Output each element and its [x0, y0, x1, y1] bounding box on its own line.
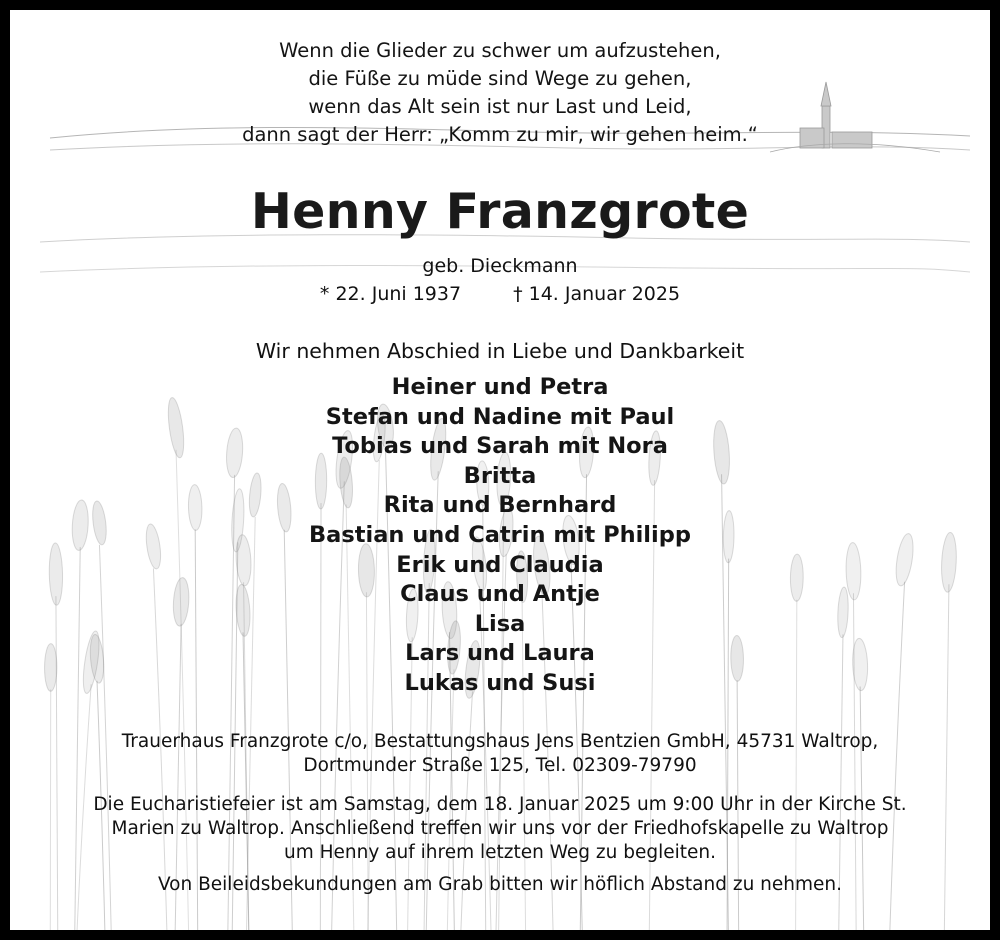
poem-line: die Füße zu müde sind Wege zu gehen, — [308, 67, 692, 90]
service-line: Marien zu Waltrop. Anschließend treffen wir uns vor der Friedhofskapelle zu Waltrop — [111, 818, 889, 839]
poem-line: dann sagt der Herr: „Komm zu mir, wir gehen heim.“ — [242, 123, 758, 146]
mourner-entry: Stefan und Nadine mit Paul — [325, 403, 675, 430]
poem — [10, 37, 990, 149]
condolence-note: Von Beileidsbekundungen am Grab bitten wir höflich Abstand zu nehmen. — [157, 874, 843, 895]
address-line: Trauerhaus Franzgrote c/o, Bestattungshaus Jens Bentzien GmbH, 45731 Waltrop, — [121, 731, 879, 752]
farewell-line: Wir nehmen Abschied in Liebe und Dankbarkeit — [255, 339, 745, 363]
mourner-entry: Rita und Bernhard — [383, 492, 617, 519]
mourner-entry: Heiner und Petra — [391, 374, 609, 400]
address-line: Dortmunder Straße 125, Tel. 02309-79790 — [303, 755, 697, 776]
birth-date: * 22. Juni 1937 — [319, 283, 462, 305]
birth-name: geb. Dieckmann — [422, 255, 578, 277]
mourning-house-address — [10, 730, 990, 778]
life-dates — [10, 281, 990, 307]
deceased-name: Henny Franzgrote — [250, 183, 750, 240]
mourner-entry: Erik und Claudia — [396, 551, 604, 578]
service-line: um Henny auf ihrem letzten Weg zu begleiten. — [283, 842, 717, 863]
poem-line: wenn das Alt sein ist nur Last und Leid, — [308, 95, 692, 118]
mourner-entry: Tobias und Sarah mit Nora — [332, 433, 668, 460]
mourner-entry: Lukas und Susi — [404, 669, 596, 696]
mourner-entry: Claus und Antje — [400, 581, 600, 608]
death-date: † 14. Januar 2025 — [513, 283, 681, 305]
obituary-card — [10, 10, 990, 930]
mourner-entry: Bastian und Catrin mit Philipp — [309, 521, 691, 548]
service-line: Die Eucharistiefeier ist am Samstag, dem 18. Januar 2025 um 9:00 Uhr in der Kirche St. — [93, 794, 907, 815]
service-details — [10, 793, 990, 865]
mourner-entry: Lars und Laura — [405, 640, 595, 667]
mourners-list — [10, 373, 990, 699]
mourner-entry: Lisa — [474, 610, 526, 637]
mourner-entry: Britta — [463, 462, 537, 489]
poem-line: Wenn die Glieder zu schwer um aufzustehen, — [279, 39, 721, 62]
